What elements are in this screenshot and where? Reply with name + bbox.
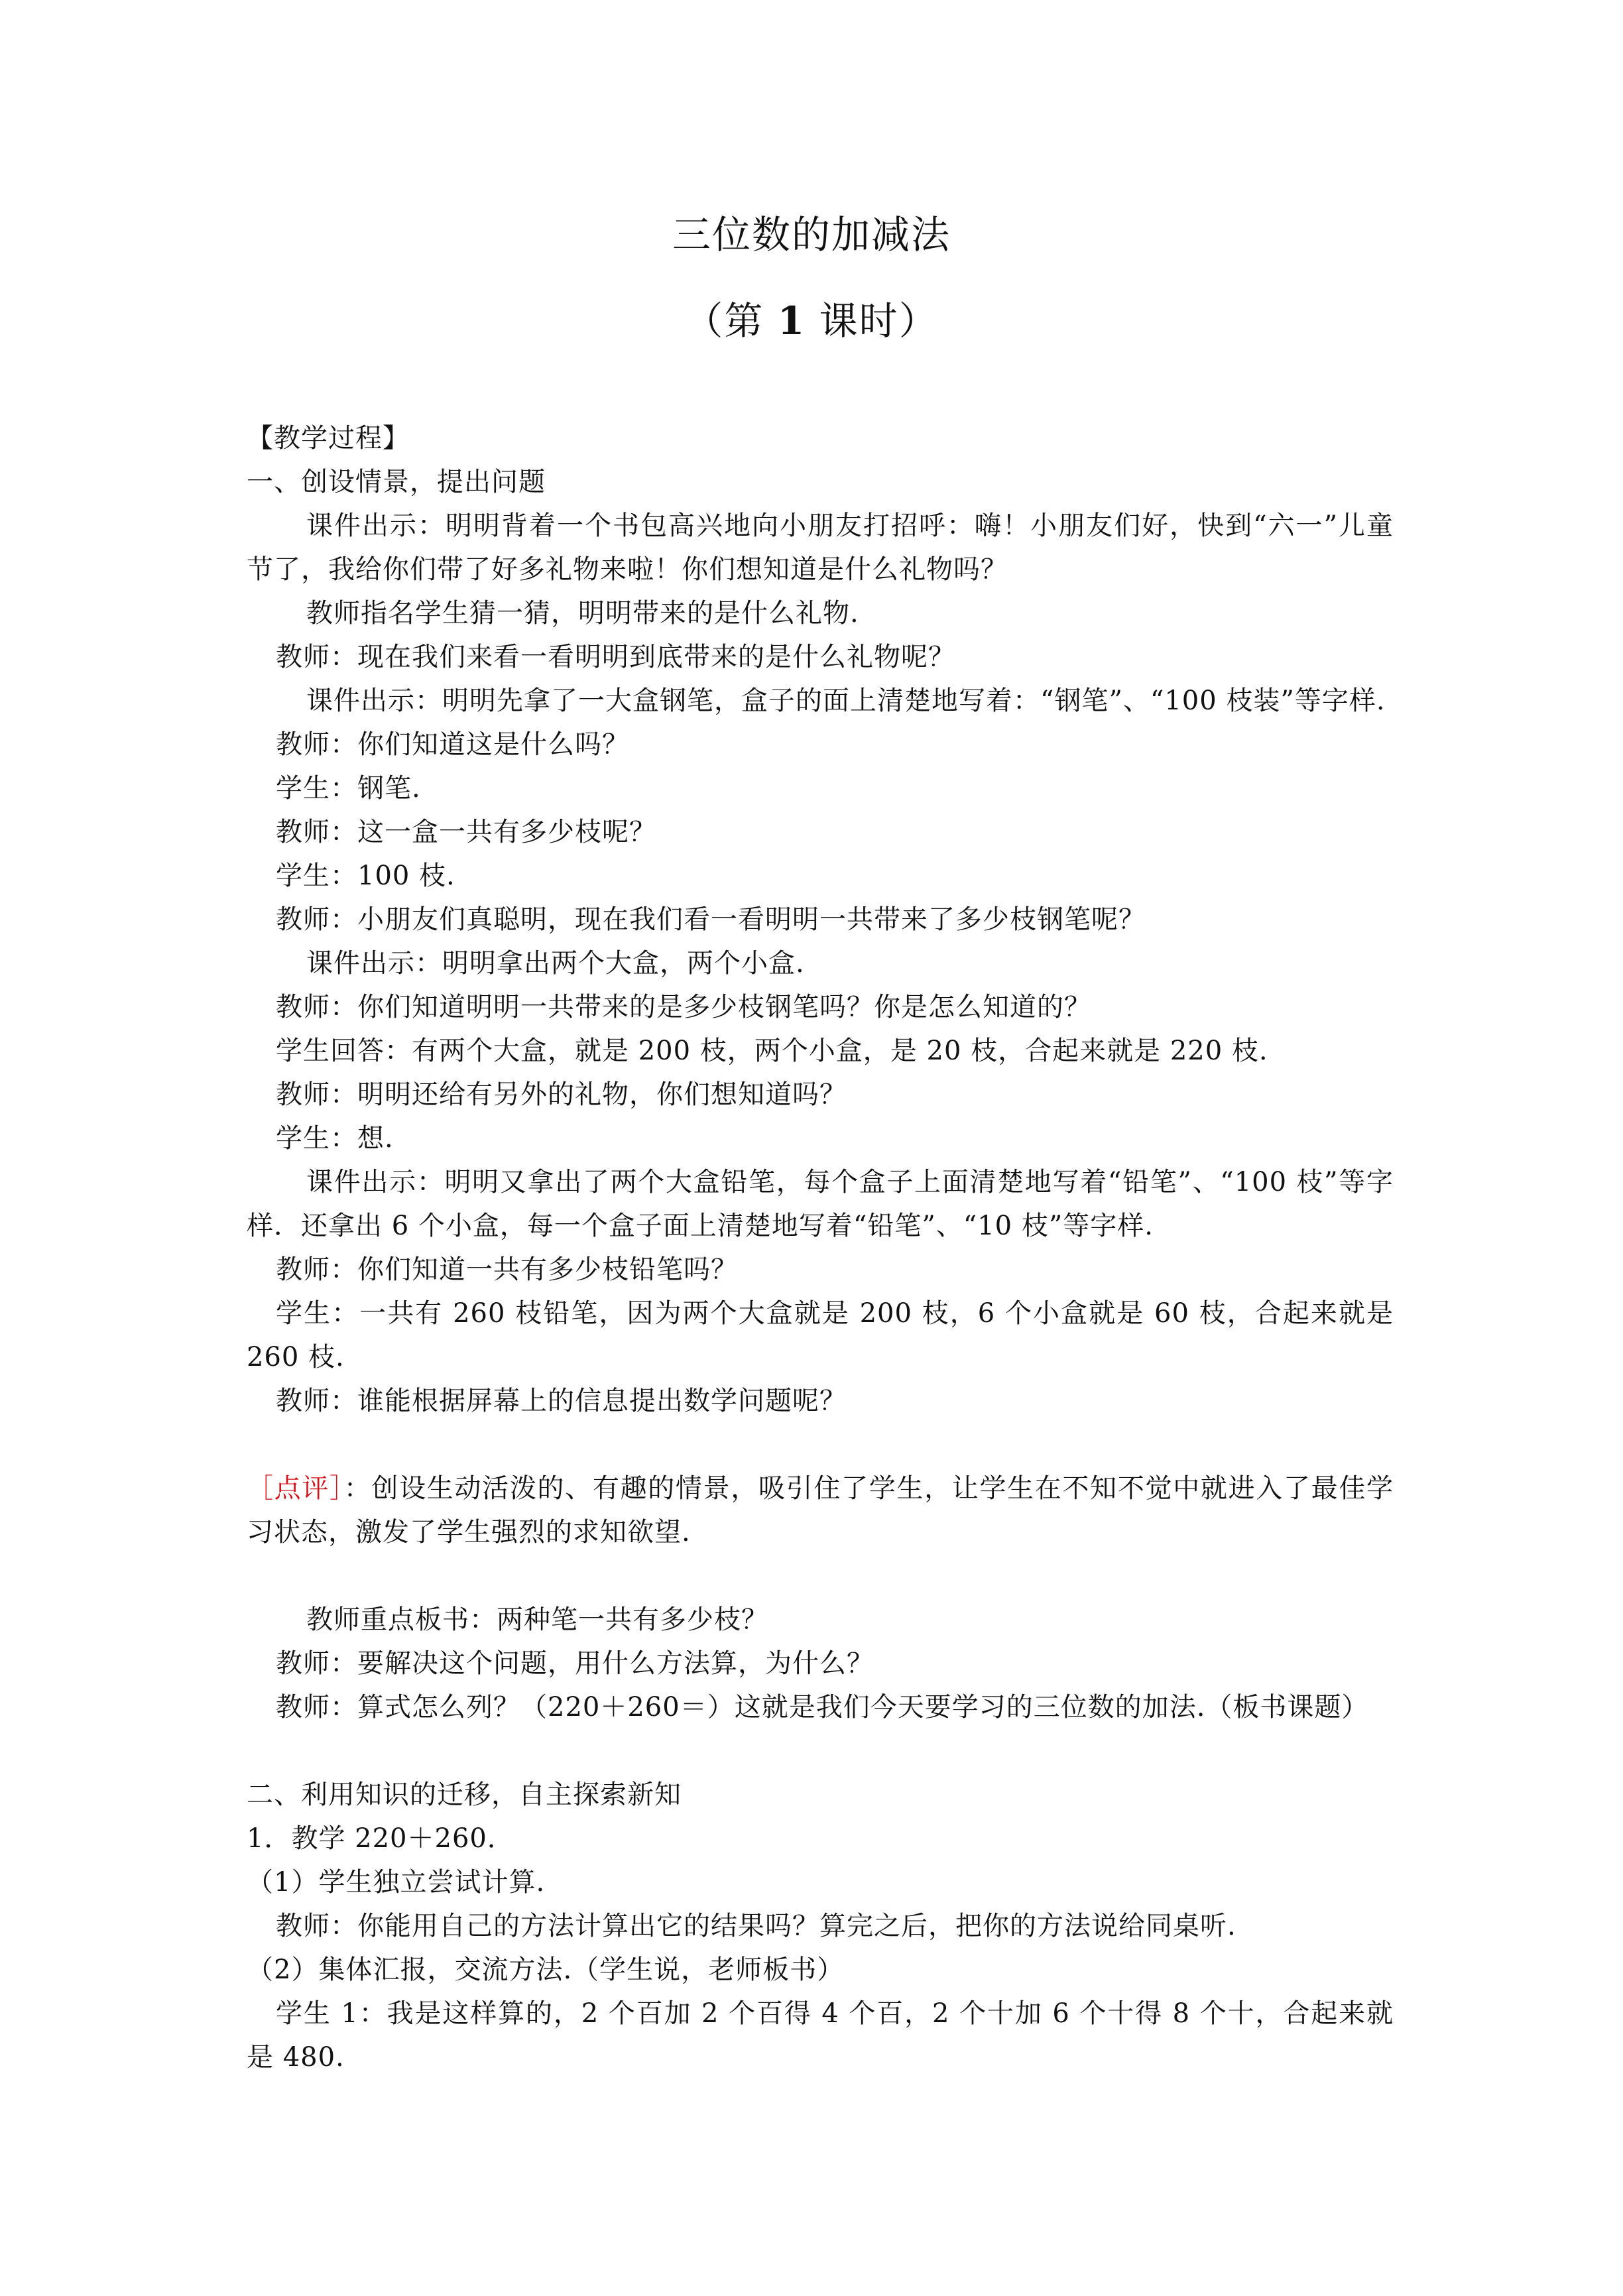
paragraph: 教师指名学生猜一猜，明明带来的是什么礼物. — [306, 598, 859, 629]
comment-label: ［点评］ — [247, 1473, 344, 1504]
paragraph: 课件出示：明明又拿出了两个大盒铅笔，每个盒子上面清楚地写着“铅笔”、“100 枝”等字样．还拿出 6 个小盒，每一个盒子面上清楚地写着“铅笔”、“10 枝”等字样. — [247, 1167, 1394, 1241]
lesson-number: 1 — [777, 298, 806, 343]
spacer — [247, 1729, 1394, 1773]
dialogue-line: 教师：你们知道一共有多少枝铅笔吗？ — [276, 1254, 738, 1285]
spacer — [247, 1423, 1394, 1467]
spacer — [247, 1554, 1394, 1598]
dialogue-line: 学生：钢笔. — [276, 773, 421, 804]
dialogue-line: 教师：算式怎么列？（220＋260＝）这就是我们今天要学习的三位数的加法.（板书课题） — [276, 1692, 1369, 1722]
section-heading: 【教学过程】 — [247, 423, 410, 453]
comment-text: ：创设生动活泼的、有趣的情景，吸引住了学生，让学生在不知不觉中就进入了最佳学习状态，激发了学生强烈的求知欲望. — [247, 1473, 1394, 1547]
dialogue-line: 学生：一共有 260 枝铅笔，因为两个大盒就是 200 枝，6 个小盒就是 60 枝，合起来就是 260 枝. — [247, 1298, 1394, 1372]
dialogue-line: 教师：这一盒一共有多少枝呢？ — [276, 817, 656, 847]
lesson-close: 课时） — [806, 298, 939, 343]
lesson-open: （第 — [684, 298, 778, 343]
dialogue-line: 学生：100 枝. — [276, 861, 455, 891]
dialogue-line: 教师：谁能根据屏幕上的信息提出数学问题呢？ — [276, 1386, 847, 1416]
paragraph: 课件出示：明明背着一个书包高兴地向小朋友打招呼：嗨！小朋友们好，快到“六一”儿童节了，我给你们带了好多礼物来啦！你们想知道是什么礼物吗？ — [247, 511, 1394, 585]
dialogue-line: 教师：小朋友们真聪明，现在我们看一看明明一共带来了多少枝钢笔呢？ — [276, 904, 1146, 935]
dialogue-line: 学生：想. — [276, 1123, 394, 1154]
dialogue-line: 学生 1：我是这样算的，2 个百加 2 个百得 4 个百，2 个十加 6 个十得 8 个十，合起来就是 480. — [247, 1998, 1394, 2073]
step-heading: （1）学生独立尝试计算. — [247, 1867, 546, 1898]
dialogue-line: 教师：要解决这个问题，用什么方法算，为什么？ — [276, 1648, 874, 1679]
subsection-heading: 1．教学 220＋260． — [247, 1823, 514, 1854]
section-heading: 二、利用知识的迁移，自主探索新知 — [247, 1780, 682, 1810]
comment-paragraph — [247, 1467, 1394, 1554]
dialogue-line: 教师：你们知道明明一共带来的是多少枝钢笔吗？你是怎么知道的？ — [276, 992, 1091, 1022]
dialogue-line: 教师：你们知道这是什么吗？ — [276, 729, 629, 760]
step-heading: （2）集体汇报，交流方法.（学生说，老师板书） — [247, 1955, 845, 1985]
dialogue-line: 教师：现在我们来看一看明明到底带来的是什么礼物呢？ — [276, 642, 955, 672]
section-heading: 一、创设情景，提出问题 — [247, 467, 546, 497]
dialogue-line: 教师：明明还给有另外的礼物，你们想知道吗？ — [276, 1079, 847, 1110]
dialogue-line: 学生回答：有两个大盒，就是 200 枝，两个小盒，是 20 枝，合起来就是 220 枝. — [276, 1036, 1268, 1066]
paragraph: 教师重点板书：两种笔一共有多少枝？ — [306, 1604, 768, 1635]
lesson-subtitle — [0, 297, 1623, 345]
document-body — [247, 416, 1394, 2079]
paragraph: 课件出示：明明先拿了一大盒钢笔，盒子的面上清楚地写着：“钢笔”、“100 枝装”等字样. — [306, 686, 1386, 716]
dialogue-line: 教师：你能用自己的方法计算出它的结果吗？算完之后，把你的方法说给同桌听. — [276, 1911, 1236, 1941]
document-title: 三位数的加减法 — [672, 212, 951, 257]
paragraph: 课件出示：明明拿出两个大盒，两个小盒. — [306, 948, 805, 979]
